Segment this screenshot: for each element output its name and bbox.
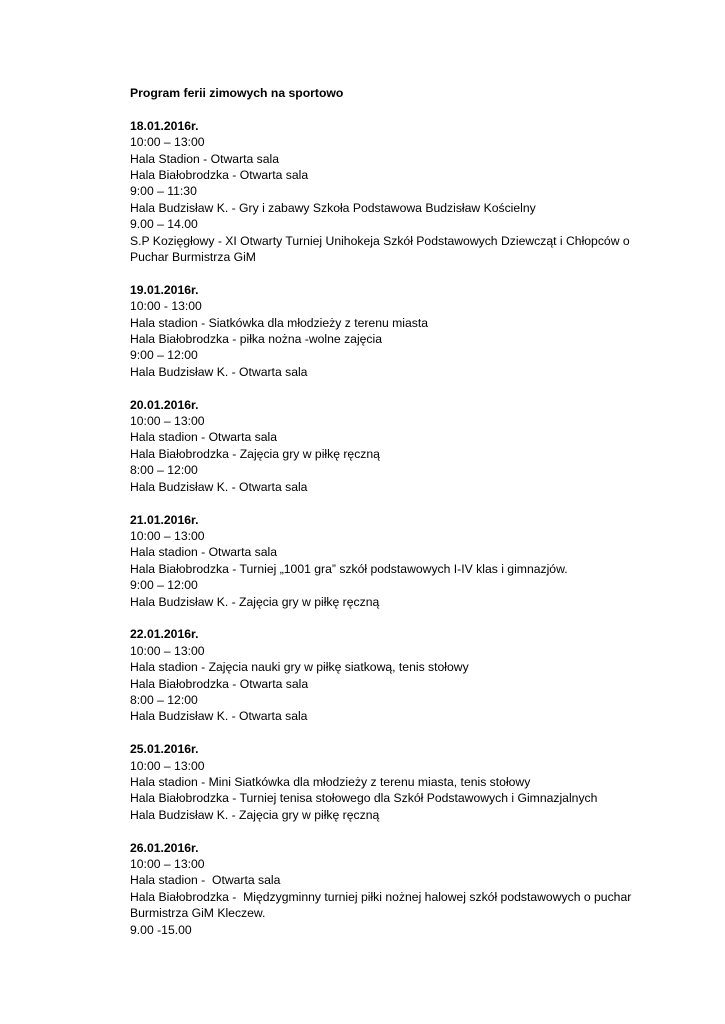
schedule-line: 9.00 – 14.00 bbox=[130, 217, 198, 232]
schedule-line: Burmistrza GiM Kleczew. bbox=[130, 906, 266, 921]
day-date: 20.01.2016r. bbox=[130, 397, 199, 412]
day-section-5 bbox=[130, 626, 700, 724]
day-date: 19.01.2016r. bbox=[130, 282, 199, 297]
schedule-line: 10:00 – 13:00 bbox=[130, 856, 205, 871]
schedule-line: Hala stadion - Otwarta sala bbox=[130, 430, 277, 445]
schedule-line: Hala Budzisław K. - Zajęcia gry w piłkę ręczną bbox=[130, 807, 380, 822]
schedule-line: Hala Stadion - Otwarta sala bbox=[130, 151, 280, 166]
schedule-line: Hala stadion - Mini Siatkówka dla młodzieży z terenu miasta, tenis stołowy bbox=[130, 774, 531, 789]
day-section-6 bbox=[130, 741, 700, 823]
day-date: 18.01.2016r. bbox=[130, 118, 199, 133]
schedule-line: S.P Kozięgłowy - XI Otwarty Turniej Unihokeja Szkół Podstawowych Dziewcząt i Chłopców o bbox=[130, 233, 630, 248]
schedule-line: 9:00 – 12:00 bbox=[130, 348, 198, 363]
day-date: 25.01.2016r. bbox=[130, 742, 199, 757]
day-section-4 bbox=[130, 512, 700, 610]
day-section-7 bbox=[130, 840, 700, 938]
schedule-line: Hala Budzisław K. - Otwarta sala bbox=[130, 364, 308, 379]
schedule-line: 8:00 – 12:00 bbox=[130, 463, 198, 478]
schedule-line: Hala Białobrodzka - Turniej tenisa stołowego dla Szkół Podstawowych i Gimnazjalnych bbox=[130, 791, 598, 806]
schedule-line: Hala Białobrodzka - Turniej „1001 gra” szkół podstawowych I-IV klas i gimnazjów. bbox=[130, 561, 568, 576]
schedule-line: Hala Budzisław K. - Gry i zabawy Szkoła Podstawowa Budzisław Kościelny bbox=[130, 200, 536, 215]
day-section-1 bbox=[130, 118, 700, 266]
schedule-line: Hala Białobrodzka - Międzygminny turniej piłki nożnej halowej szkół podstawowych o puchar bbox=[130, 889, 632, 904]
day-date: 21.01.2016r. bbox=[130, 512, 199, 527]
schedule-line: Hala Białobrodzka - Otwarta sala bbox=[130, 168, 309, 183]
schedule-line: 10:00 – 13:00 bbox=[130, 758, 205, 773]
schedule-line: Hala stadion - Siatkówka dla młodzieży z terenu miasta bbox=[130, 315, 429, 330]
schedule-line: Hala Białobrodzka - piłka nożna -wolne zajęcia bbox=[130, 332, 383, 347]
document-body bbox=[130, 85, 700, 954]
schedule-line: Hala Budzisław K. - Otwarta sala bbox=[130, 479, 308, 494]
schedule-line: 8:00 – 12:00 bbox=[130, 692, 198, 707]
schedule-line: Hala Białobrodzka - Zajęcia gry w piłkę ręczną bbox=[130, 446, 380, 461]
schedule-line: 10:00 – 13:00 bbox=[130, 414, 205, 429]
schedule-line: 10:00 – 13:00 bbox=[130, 528, 205, 543]
schedule-line: Hala Budzisław K. - Otwarta sala bbox=[130, 709, 308, 724]
schedule-line: 10:00 - 13:00 bbox=[130, 299, 202, 314]
day-date: 26.01.2016r. bbox=[130, 840, 199, 855]
schedule-line: 10:00 – 13:00 bbox=[130, 643, 205, 658]
document-title: Program ferii zimowych na sportowo bbox=[130, 86, 344, 100]
schedule-line: Hala Białobrodzka - Otwarta sala bbox=[130, 676, 309, 691]
day-date: 22.01.2016r. bbox=[130, 627, 199, 642]
schedule-line: 9:00 – 12:00 bbox=[130, 578, 198, 593]
schedule-line: Hala Budzisław K. - Zajęcia gry w piłkę ręczną bbox=[130, 594, 380, 609]
day-section-3 bbox=[130, 397, 700, 495]
schedule-line: 9:00 – 11:30 bbox=[130, 184, 197, 199]
schedule-line: 10:00 – 13:00 bbox=[130, 135, 205, 150]
schedule-line: 9.00 -15.00 bbox=[130, 922, 192, 937]
schedule-line: Puchar Burmistrza GiM bbox=[130, 250, 256, 265]
schedule-line: Hala stadion - Zajęcia nauki gry w piłkę siatkową, tenis stołowy bbox=[130, 660, 469, 675]
schedule-line: Hala stadion - Otwarta sala bbox=[130, 873, 281, 888]
schedule-line: Hala stadion - Otwarta sala bbox=[130, 545, 277, 560]
day-section-2 bbox=[130, 282, 700, 380]
